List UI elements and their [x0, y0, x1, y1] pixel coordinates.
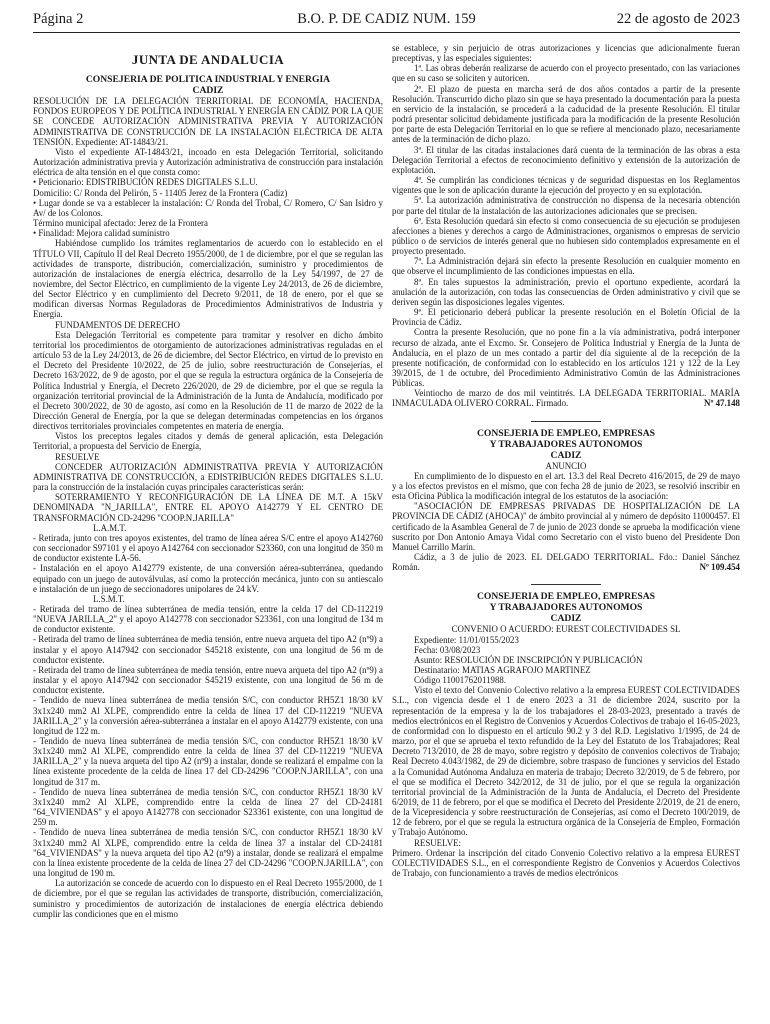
agreement-title: CONVENIO O ACUERDO: EUREST COLECTIVIDADES SL — [451, 624, 681, 635]
paragraph: 1ª. Las obras deberán realizarse de acuerdo con el proyecto presentado, con las variaciones que en su caso se soliciten y autoricen. — [392, 63, 740, 84]
signature — [392, 552, 740, 572]
announcement-label: ANUNCIO — [545, 460, 587, 471]
list-item: - Tendido de nueva línea subterránea de media tensión S/C, con conductor RH5Z1 18/30 kV 3x1x240 mm2 Al XLPE, comprendido entre la celda de línea 27 del CD-24181 "64_VIVIENDAS" y el apoyo A142778 con seccionador S23361 existente, con una longitud de 259 m. — [33, 786, 383, 828]
list-item: - Retirada del tramo de línea subterránea de media tensión, entre nueva arqueta del tipo A2 (nº9) a instalar y el apoyo A147942 con seccionador S45218 existente, con una longitud de 56 m de conductor existente. — [33, 634, 383, 665]
subheading: L.S.M.T. — [93, 593, 125, 604]
paragraph: Contra la presente Resolución, que no pone fin a la vía administrativa, podrá interponer recurso de alzada, ante el Excmo. Sr. Consejero de Política Industrial y Energía de la Junta de Andalucía, en el plazo de un mes contado a partir del día siguiente al de la recepción de la presente notificación, de conformidad con lo establecido en los artículos 121 y 122 de la Ley 39/2015, de 1 de octubre, del Procedimiento Administrativo Común de las Administraciones Públicas. — [392, 327, 740, 389]
consejeria-heading: CONSEJERIA DE EMPLEO, EMPRESAS — [476, 427, 656, 439]
paragraph: Esta Delegación Territorial es competente para tramitar y resolver en dicho ámbito territorial los procedimientos de otorgamiento de autorizaciones administrativas reguladas en el artículo 53 de la Ley 24/2013, de 26 de diciembre, del Sector Eléctrico, en virtud de lo previsto en el Decreto del Presidente 10/2022, de 25 de julio, sobre reestructuración de Consejerías, el Decreto 163/2022, de 9 de agosto, por el que se regula la estructura orgánica de la Consejería de Política Industrial y Energía, el Decreto 226/2020, de 29 de diciembre, por el que se regula la organización territorial provincial de la Administración de la Junta de Andalucía, modificado por el Decreto 300/2022, de 30 de agosto, así como en la Resolución de 11 de marzo de 2022 de la Dirección General de Energía, por la que se delegan determinadas competencias en los órganos directivos territoriales provinciales competentes en materia de energía. — [33, 329, 383, 432]
record-line: Código 11001762011988. — [414, 675, 507, 686]
right-column — [392, 43, 740, 1020]
consejeria-heading: Y TRABAJADORES AUTONOMOS — [489, 438, 643, 450]
paragraph: 5ª. La autorización administrativa de construcción no dispensa de la necesaria obtención por parte del titular de la instalación de las autorizaciones adicionales que se precisen. — [392, 195, 740, 216]
province-heading: CADIZ — [550, 613, 582, 625]
paragraph: 8ª. En tales supuestos la administración, previo el oportuno expediente, acordará la anulación de la autorización, con todas las consecuencias de Orden administrativo y civil que se deriven según las disposiciones legales vigentes. — [392, 276, 740, 307]
signature — [392, 388, 740, 408]
paragraph: 6ª. Esta Resolución quedará sin efecto si como consecuencia de su ejecución se produjesen afecciones a bienes y derechos a cargo de Administraciones, organismos o empresas de servicio público o de servicios de interés general que no hubiesen sido contemplados expresamente en el proyecto presentado. — [392, 215, 740, 257]
signature-text: Veintiocho de marzo de dos mil veintitrés. LA DELEGADA TERRITORIAL. MARÍA INMACULADA OLIVERO CORRAL. Firmado. — [392, 388, 740, 409]
paragraph: 3ª. El titular de las citadas instalaciones dará cuenta de la terminación de las obras a esta Delegación Territorial a efectos de reconocimiento definitivo y extensión de la autorización de explotación. — [392, 144, 740, 175]
header-rule — [33, 32, 740, 33]
paragraph: 7ª. La Administración dejará sin efecto la presente Resolución en cualquier momento en que observe el incumplimiento de las condiciones impuestas en ella. — [392, 256, 740, 277]
paragraph: La autorización se concede de acuerdo con lo dispuesto en el Real Decreto 1955/2000, de 1 de diciembre, por el que se regulan las actividades de transporte, distribución, comercialización, suministro y procedimientos de autorización de instalaciones de energía eléctrica debiendo cumplir las condiciones que en el mismo — [33, 878, 383, 919]
paragraph: se establece, y sin perjuicio de otras autorizaciones y licencias que adicionalmente fueran preceptivas, y las especiales siguientes: — [392, 43, 740, 64]
list-item: - Retirada del tramo de línea subterránea de media tensión, entre nueva arqueta del tipo A2 (nº9) a instalar y el apoyo A147942 con seccionador S45219 existente, con una longitud de 56 m de conductor existente. — [33, 664, 383, 696]
record-line: Destinatario: MATIAS AGRAFOJO MARTINEZ — [414, 664, 591, 675]
paragraph: • Finalidad: Mejora calidad suministro — [33, 228, 170, 239]
entry-number: Nº 47.148 — [704, 398, 740, 409]
paragraph: 2ª. El plazo de puesta en marcha será de dos años contados a partir de la presente Resolución. Transcurrido dicho plazo sin que se haya presentado la documentación para la puesta en servicio de la instalación, se procederá a la caducidad de la presente Resolución. El titular podrá presentar solicitud debidamente justificada para la modificación de la presente Resolución por parte de esta Delegación Territorial en lo que se refiere al mencionado plazo, necesariamente antes de la terminación de dicho plazo. — [392, 83, 740, 145]
bulletin-title: B.O. P. DE CADIZ NUM. 159 — [297, 11, 476, 27]
paragraph: Visto el texto del Convenio Colectivo relativo a la empresa EUREST COLECTIVIDADES S.L., con vigencia desde el 1 de enero 2023 a 31 de diciembre 2024, suscrito por la representación de la empresa y la de los trabajadores el 28-03-2023, presentado a través de medios electrónicos en el Registro de Convenios y Acuerdos Colectivos de trabajo el 16-05-2023, de conformidad con lo dispuesto en el artículo 90.2 y 3 del R.D. Legislativo 1/1995, de 24 de marzo, por el que se aprueba el texto refundido de la Ley del Estatuto de los Trabajadores; Real Decreto 713/2010, de 28 de mayo, sobre registro y depósito de convenios colectivos de Trabajo; Real Decreto 4.043/1982, de 29 de diciembre, sobre traspaso de funciones y servicios del Estado a la Comunidad Autónoma Andaluza en materia de trabajo; Decreto 32/2019, de 5 de febrero, por el que se modifica el Decreto 342/2012, de 31 de julio, por el que se regula la organización territorial provincial de la Administración de la Junta de Andalucía, el Decreto del Presidente 6/2019, de 11 de febrero, por el que se modifica el Decreto del Presidente 2/2019, de 21 de enero, de la Vicepresidencia y sobre reestructuración de Consejerías, así como el Decreto 100/2019, de 12 de febrero, por el que se regula la estructura orgánica de la Consejería de Empleo, Formación y Trabajo Autónomo. — [392, 685, 740, 838]
paragraph: Primero. Ordenar la inscripción del citado Convenio Colectivo relativo a la empresa EUREST COLECTIVIDADES S.L., en el correspondiente Registro de Convenios y Acuerdos Colectivos de Trabajo, con funcionamiento a través de medios electrónicos — [392, 847, 740, 879]
entry-number: Nº 109.454 — [699, 562, 740, 573]
page-number: Página 2 — [33, 11, 84, 27]
paragraph: Visto el expediente AT-14843/21, incoado en esta Delegación Territorial, solicitando Autorización administrativa previa y Autorización administrativa de construcción para instalación eléctrica de alta tensión en el que consta como: — [33, 146, 383, 178]
record-line: Fecha: 03/08/2023 — [414, 644, 481, 655]
left-column — [33, 43, 383, 1020]
page-header — [33, 11, 740, 31]
paragraph: Habiéndose cumplido los trámites reglamentarios de acuerdo con lo establecido en el TÍTULO VII, Capítulo II del Real Decreto 1955/2000, de 1 de diciembre, por el que se regulan las actividades de transporte, distribución, comercialización, suministro y procedimientos de autorización de instalaciones de energía eléctrica, desarrollo de la Ley 54/1997, de 27 de noviembre, del Sector Eléctrico, en cumplimiento de la vigente Ley 24/2013, de 26 de diciembre, del Sector Eléctrico y en cumplimiento del Decreto 9/2011, de 18 de enero, por el que se modifican diversas Normas Reguladoras de Procedimientos Administrativos de Industria y Energía. — [33, 238, 383, 320]
paragraph: Domicilio: C/ Ronda del Pelirón, 5 - 11405 Jerez de la Frontera (Cadiz) — [33, 187, 288, 198]
subheading: RESUELVE — [55, 451, 100, 462]
paragraph: 4ª. Se cumplirán las condiciones técnicas y de seguridad dispuestas en los Reglamentos vigentes que le son de aplicación durante la ejecución del proyecto y en su explotación. — [392, 175, 740, 196]
consejeria-heading: CONSEJERIA DE EMPLEO, EMPRESAS — [476, 591, 656, 603]
paragraph: Vistos los preceptos legales citados y demás de general aplicación, esta Delegación Territorial, a propuesta del Servicio de Energía, — [33, 431, 383, 452]
resolution-title: RESOLUCIÓN DE LA DELEGACIÓN TERRITORIAL DE ECONOMÍA, HACIENDA, FONDOS EUROPEOS Y DE POLÍTICA INDUSTRIAL Y ENERGÍA EN CÁDIZ POR LA QUE SE CONCEDE AUTORIZACIÓN ADMINISTRATIVA PREVIA Y AUTORIZACIÓN ADMINISTRATIVA DE CONSTRUCCIÓN DE LA INSTALACIÓN ELÉCTRICA DE ALTA TENSIÓN. Expediente: AT-14843/21. — [33, 96, 383, 147]
separator — [531, 584, 601, 585]
record-line: Asunto: RESOLUCIÓN DE INSCRIPCIÓN Y PUBLICACIÓN — [414, 654, 643, 665]
paragraph: 9ª. El peticionario deberá publicar la presente resolución en el Boletín Oficial de la Provincia de Cádiz. — [392, 307, 740, 328]
signature-text: Cádiz, a 3 de julio de 2023. EL DELGADO TERRITORIAL. Fdo.: Daniel Sánchez Román. — [392, 552, 740, 573]
paragraph: CONCEDER AUTORIZACIÓN ADMINISTRATIVA PREVIA Y AUTORIZACIÓN ADMINISTRATIVA DE CONSTRUCCIÓN, a EDISTRIBUCIÓN REDES DIGITALES S.L.U. para la construcción de la instalación cuyas principales características serán: — [33, 461, 383, 493]
consejeria-heading: CONSEJERIA DE POLITICA INDUSTRIAL Y ENERGIA — [85, 74, 331, 86]
separator — [531, 421, 601, 422]
record-line: Expediente: 11/01/0155/2023 — [414, 634, 519, 645]
list-item: - Tendido de nueva línea subterránea de media tensión S/C, con conductor RH5Z1 18/30 kV 3x1x240 mm2 Al XLPE, comprendido entre la celda de línea 37 del CD-112219 "NUEVA JARILLA_2" y la nueva arqueta del tipo A2 (nº9) a instalar, donde se realizará el empalme con la línea existente procedente de la celda de línea 17 del CD-24296 "COOP.N.JARILLA", con una longitud de 317 m. — [33, 736, 383, 787]
subheading: L.A.M.T. — [93, 522, 127, 533]
paragraph: • Lugar donde se va a establecer la instalación: C/ Ronda del Trobal, C/ Romero, C/ San Isidro y Av/ de los Colonos. — [33, 197, 383, 218]
subheading: RESUELVE: — [414, 837, 462, 848]
paragraph: "ASOCIACIÓN DE EMPRESAS PRIVADAS DE HOSPITALIZACIÓN DE LA PROVINCIA DE CÁDIZ (AHOCA)" de ámbito provincial al y número de depósito 11000457. El certificado de la Asamblea General de 7 de junio de 2023 donde se aprueba la modificación viene suscrito por Don Antonio Amaya Vidal como Secretario con el visto bueno del Presidente Don Manuel Carrillo Marín. — [392, 501, 740, 552]
list-item: - Tendido de nueva línea subterránea de media tensión S/C, con conductor RH5Z1 18/30 kV 3x1x240 mm2 Al XLPE, comprendido entre la celda de línea 17 del CD-112219 "NUEVA JARILLA_2" y la conversión aérea-subterránea a instalar en el apoyo A142779 existente, con una longitud de 122 m. — [33, 695, 383, 736]
list-item: - Instalación en el apoyo A142779 existente, de una conversión aérea-subterránea, quedando equipado con un juego de autoválvulas, así como la protección mecánica, junto con su antiescalo e instalación de un juego de seccionadores unipolares de 24 kV. — [33, 563, 383, 594]
paragraph: Término municipal afectado: Jerez de la Frontera — [33, 218, 208, 229]
section-title: JUNTA DE ANDALUCIA — [131, 52, 285, 67]
list-item: - Retirada, junto con tres apoyos existentes, del tramo de línea aérea S/C entre el apoyo A142760 con seccionador S97101 y el apoyo A142764 con seccionador S23360, con una longitud de 350 m de conductor existente LA-56. — [33, 532, 383, 564]
province-heading: CADIZ — [192, 85, 224, 97]
province-heading: CADIZ — [550, 449, 582, 461]
paragraph: SOTERRAMIENTO Y RECONFIGURACIÓN DE LA LÍNEA DE M.T. A 15kV DENOMINADA "N_JARILLA", ENTRE EL APOYO A142779 Y EL CENTRO DE TRANSFORMACIÓN CD-24296 "COOP.N.JARILLA" — [33, 492, 383, 523]
issue-date: 22 de agosto de 2023 — [616, 11, 740, 27]
list-item: - Retirada del tramo de línea subterránea de media tensión, entre la celda 17 del CD-112219 "NUEVA JARILLA_2" y el apoyo A142778 con seccionador S23361, con una longitud de 134 m de conductor existente. — [33, 603, 383, 635]
consejeria-heading: Y TRABAJADORES AUTONOMOS — [489, 602, 643, 614]
list-item: - Tendido de nueva línea subterránea de media tensión S/C, con conductor RH5Z1 18/30 kV 3x1x240 mm2 Al XLPE, comprendido entre la celda de línea 37 a instalar del CD-24181 "64_VIVIENDAS" y la nueva arqueta del tipo A2 (nº9) a instalar, donde se realizará el empalme con la línea existente procedente de la celda de línea 27 del CD-24296 "COOP.N.JARILLA", con una longitud de 190 m. — [33, 827, 383, 879]
paragraph: En cumplimiento de lo dispuesto en el art. 13.3 del Real Decreto 416/2015, de 29 de mayo y a los efectos previstos en el mismo, que con fecha 28 de junio de 2023, se resolvió inscribir en esta Oficina Pública la modificación integral de los estatutos de la asociación: — [392, 470, 740, 502]
paragraph: • Peticionario: EDISTRIBUCIÓN REDES DIGITALES S.L.U. — [33, 177, 258, 188]
subheading: FUNDAMENTOS DE DERECHO — [55, 319, 181, 330]
